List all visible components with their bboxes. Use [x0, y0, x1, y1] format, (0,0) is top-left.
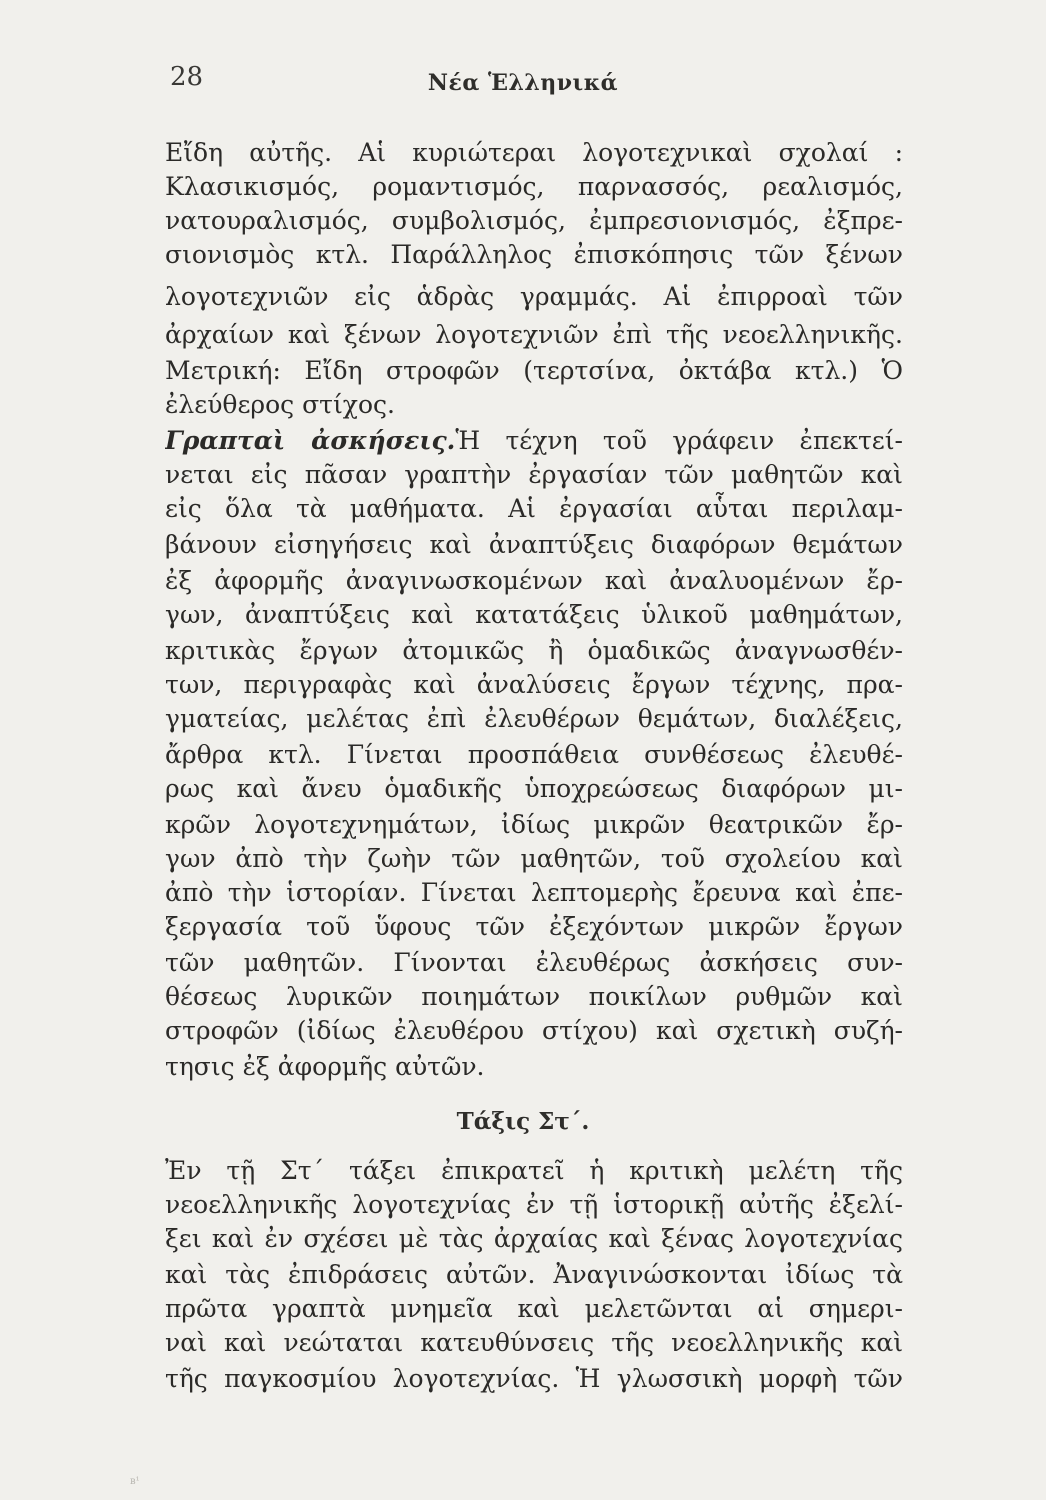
printer-mark: ʙ¹: [130, 1476, 140, 1487]
text-line: τῶν μαθητῶν. Γίνονται ἐλευθέρως ἀσκήσεις συν-: [165, 948, 903, 977]
text-line: ἀπὸ τὴν ἱστορίαν. Γίνεται λεπτομερὴς ἔρευνα καὶ ἐπε-: [165, 878, 903, 907]
section-title: Τάξις Στ΄.: [456, 1108, 590, 1135]
text-line: νεται εἰς πᾶσαν γραπτὴν ἐργασίαν τῶν μαθητῶν καὶ: [165, 460, 903, 489]
text-line: λογοτεχνιῶν εἰς ἁδρὰς γραμμάς. Αἱ ἐπιρροαὶ τῶν: [165, 282, 903, 311]
text-line: νεοελληνικῆς λογοτεχνίας ἐν τῇ ἱστορικῇ αὐτῆς ἐξελί-: [165, 1190, 903, 1219]
text-line: ξεργασία τοῦ ὕφους τῶν ἐξεχόντων μικρῶν ἔργων: [165, 912, 903, 941]
paragraph-heading-line: [165, 424, 903, 458]
text-line: πρῶτα γραπτὰ μνημεῖα καὶ μελετῶνται αἱ σημερι-: [165, 1294, 903, 1323]
text-line: ἀρχαίων καὶ ξένων λογοτεχνιῶν ἐπὶ τῆς νεοελληνικῆς.: [165, 320, 903, 349]
text-line: καὶ τὰς ἐπιδράσεις αὐτῶν. Ἀναγινώσκονται ἰδίως τὰ: [165, 1260, 903, 1289]
text-line: κριτικὰς ἔργων ἀτομικῶς ἢ ὁμαδικῶς ἀναγνωσθέν-: [165, 636, 903, 665]
text-line: Μετρική: Εἴδη στροφῶν (τερτσίνα, ὀκτάβα κτλ.) Ὁ: [165, 356, 903, 385]
text-line: των, περιγραφὰς καὶ ἀναλύσεις ἔργων τέχνης, πρα-: [165, 670, 903, 699]
text-line: Εἴδη αὐτῆς. Αἱ κυριώτεραι λογοτεχνικαὶ σχολαί :: [165, 138, 903, 167]
text-line: Κλασικισμός, ρομαντισμός, παρνασσός, ρεαλισμός,: [165, 172, 903, 201]
text-line: σιονισμὸς κτλ. Παράλληλος ἐπισκόπησις τῶν ξένων: [165, 240, 903, 269]
text-line: ἄρθρα κτλ. Γίνεται προσπάθεια συνθέσεως ἐλευθέ-: [165, 740, 903, 769]
text-line: κρῶν λογοτεχνημάτων, ἰδίως μικρῶν θεατρικῶν ἔρ-: [165, 810, 903, 839]
running-title: Νέα Ἑλληνικά: [427, 70, 619, 96]
text-line: ξει καὶ ἐν σχέσει μὲ τὰς ἀρχαίας καὶ ξένας λογοτεχνίας: [165, 1224, 903, 1253]
text-line: ρως καὶ ἄνευ ὁμαδικῆς ὑποχρεώσεως διαφόρων μι-: [165, 774, 903, 803]
text-line: ναὶ καὶ νεώταται κατευθύνσεις τῆς νεοελληνικῆς καὶ: [165, 1328, 903, 1357]
text-line: τησις ἐξ ἀφορμῆς αὐτῶν.: [165, 1052, 485, 1081]
text-line: στροφῶν (ἰδίως ἐλευθέρου στίχου) καὶ σχετικὴ συζή-: [165, 1016, 903, 1045]
text-line: Ἐν τῇ Στ΄ τάξει ἐπικρατεῖ ἡ κριτικὴ μελέτη τῆς: [165, 1156, 903, 1185]
text-line: γων ἀπὸ τὴν ζωὴν τῶν μαθητῶν, τοῦ σχολείου καὶ: [165, 844, 903, 873]
paragraph-heading: Γραπταὶ ἀσκήσεις.: [165, 426, 456, 455]
text-line: ἐλεύθερος στίχος.: [165, 390, 395, 419]
text-line: εἰς ὅλα τὰ μαθήματα. Αἱ ἐργασίαι αὗται περιλαμ-: [165, 494, 903, 523]
text-line: ἐξ ἀφορμῆς ἀναγινωσκομένων καὶ ἀναλυομένων ἔρ-: [165, 566, 903, 595]
text-line: γων, ἀναπτύξεις καὶ κατατάξεις ὑλικοῦ μαθημάτων,: [165, 600, 903, 629]
text-line: βάνουν εἰσηγήσεις καὶ ἀναπτύξεις διαφόρων θεμάτων: [165, 530, 903, 559]
text-line: νατουραλισμός, συμβολισμός, ἐμπρεσιονισμός, ἐξπρε-: [165, 206, 903, 235]
text-line: τῆς παγκοσμίου λογοτεχνίας. Ἡ γλωσσικὴ μορφὴ τῶν: [165, 1364, 903, 1393]
page-number: 28: [170, 62, 204, 92]
text-line: γματείας, μελέτας ἐπὶ ἐλευθέρων θεμάτων, διαλέξεις,: [165, 704, 903, 733]
text-line-rest: Ἡ τέχνη τοῦ γράφειν ἐπεκτεί-: [455, 426, 903, 455]
text-line: θέσεως λυρικῶν ποιημάτων ποικίλων ρυθμῶν καὶ: [165, 982, 903, 1011]
